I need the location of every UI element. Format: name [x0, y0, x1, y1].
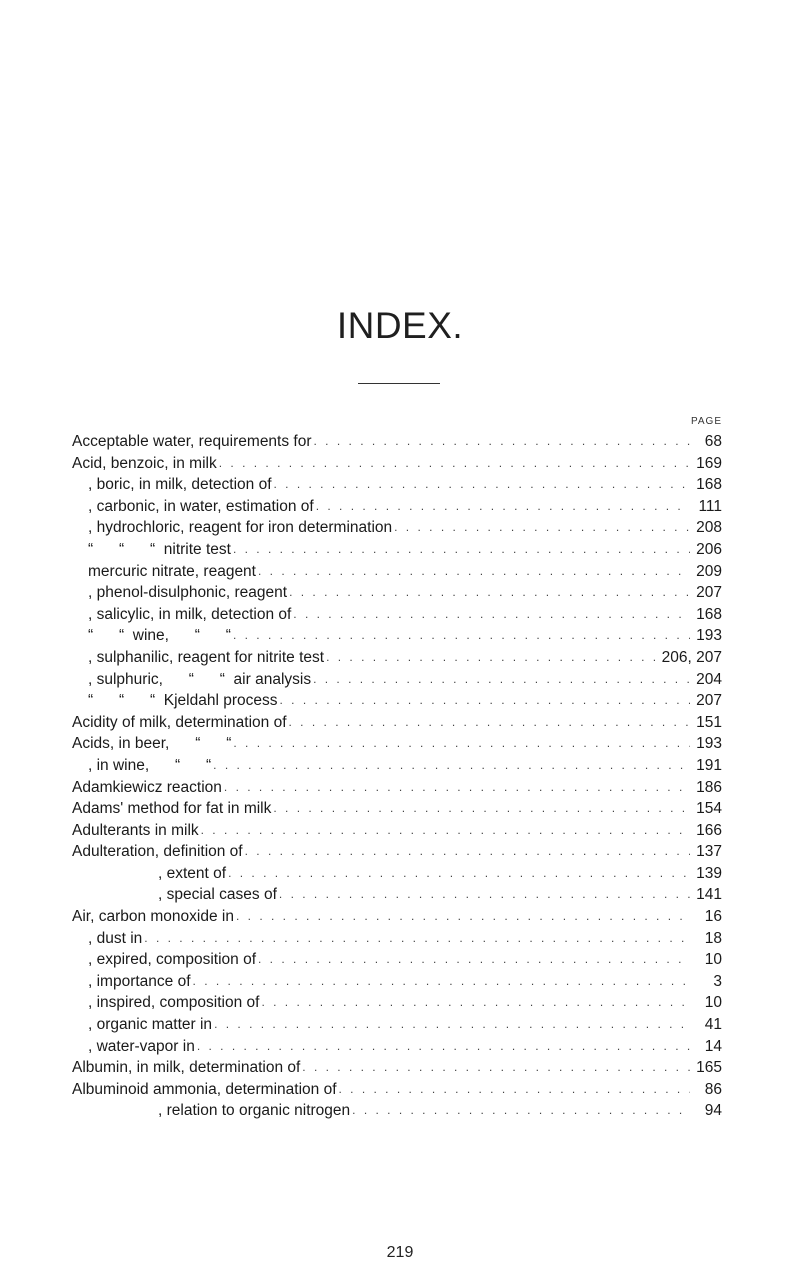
- page-number: 219: [386, 1244, 414, 1261]
- leader-dots: [274, 474, 691, 496]
- entry-page-number: 10: [704, 994, 722, 1012]
- entry-page-number: 165: [696, 1059, 722, 1077]
- entry-term: , relation to organic nitrogen: [158, 1100, 352, 1122]
- entry-page-number: 186: [696, 778, 722, 796]
- entry-term: Adulteration, definition of: [72, 841, 245, 863]
- index-entry: [72, 1057, 722, 1079]
- leader-dots: [314, 431, 690, 453]
- entry-term: , carbonic, in water, estimation of: [88, 496, 316, 518]
- index-entries: [0, 431, 800, 1122]
- index-entry: [72, 431, 722, 453]
- leader-dots: [233, 733, 690, 755]
- leader-dots: [352, 1100, 690, 1122]
- index-entry: [72, 712, 722, 734]
- entry-page-number: 208: [696, 519, 722, 537]
- leader-dots: [289, 582, 690, 604]
- leader-dots: [213, 755, 690, 777]
- leader-dots: [326, 647, 658, 669]
- index-entry: [88, 690, 722, 712]
- entry-term: , expired, composition of: [88, 949, 258, 971]
- leader-dots: [339, 1079, 691, 1101]
- leader-dots: [313, 669, 690, 691]
- entry-page-number: 3: [713, 972, 722, 990]
- entry-term: “ “ “ nitrite test: [88, 539, 233, 561]
- index-entry: [72, 733, 722, 755]
- index-entry: [88, 647, 722, 669]
- index-entry: [88, 539, 722, 561]
- entry-page-number: 10: [704, 951, 722, 969]
- leader-dots: [302, 1057, 690, 1079]
- entry-term: mercuric nitrate, reagent: [88, 561, 258, 583]
- leader-dots: [219, 453, 690, 475]
- entry-page-number: 14: [704, 1037, 722, 1055]
- leader-dots: [245, 841, 690, 863]
- leader-dots: [316, 496, 690, 518]
- entry-page-number: 209: [696, 562, 722, 580]
- index-entry: [72, 820, 722, 842]
- index-entry: [88, 582, 722, 604]
- page-title: INDEX.: [336, 305, 464, 346]
- index-entry: [158, 863, 722, 885]
- leader-dots: [144, 928, 690, 950]
- leader-dots: [197, 1036, 690, 1058]
- leader-dots: [261, 992, 690, 1014]
- entry-term: Albuminoid ammonia, determination of: [72, 1079, 339, 1101]
- title-rule: [358, 383, 440, 384]
- leader-dots: [193, 971, 690, 993]
- entry-page-number: 207: [696, 584, 722, 602]
- entry-term: , hydrochloric, reagent for iron determination: [88, 517, 394, 539]
- entry-page-number: 206: [696, 540, 722, 558]
- entry-term: “ “ “ Kjeldahl process: [88, 690, 280, 712]
- entry-term: , water-vapor in: [88, 1036, 197, 1058]
- entry-page-number: 168: [696, 605, 722, 623]
- index-entry: [88, 496, 722, 518]
- entry-page-number: 41: [704, 1016, 722, 1034]
- index-entry: [72, 1079, 722, 1101]
- entry-term: , extent of: [158, 863, 228, 885]
- index-entry: [88, 1036, 722, 1058]
- entry-term: , dust in: [88, 928, 144, 950]
- leader-dots: [280, 690, 690, 712]
- entry-page-number: 137: [696, 843, 722, 861]
- entry-page-number: 193: [696, 627, 722, 645]
- leader-dots: [289, 712, 690, 734]
- entry-page-number: 168: [696, 476, 722, 494]
- index-entry: [158, 884, 722, 906]
- entry-term: , sulphuric, “ “ air analysis: [88, 669, 313, 691]
- leader-dots: [233, 625, 690, 647]
- index-entry: [88, 992, 722, 1014]
- entry-page-number: 141: [696, 886, 722, 904]
- entry-page-number: 154: [696, 800, 722, 818]
- entry-term: Adamkiewicz reaction: [72, 777, 224, 799]
- leader-dots: [236, 906, 690, 928]
- leader-dots: [279, 884, 690, 906]
- entry-term: Air, carbon monoxide in: [72, 906, 236, 928]
- entry-term: , sulphanilic, reagent for nitrite test: [88, 647, 326, 669]
- entry-term: , phenol-disulphonic, reagent: [88, 582, 289, 604]
- entry-page-number: 191: [696, 756, 722, 774]
- entry-page-number: 169: [696, 454, 722, 472]
- index-entry: [88, 1014, 722, 1036]
- entry-page-number: 86: [704, 1080, 722, 1098]
- index-entry: [88, 604, 722, 626]
- index-entry: [158, 1100, 722, 1122]
- entry-page-number: 166: [696, 821, 722, 839]
- entry-term: Acids, in beer, “ “: [72, 733, 233, 755]
- index-entry: [72, 798, 722, 820]
- index-entry: [88, 949, 722, 971]
- entry-term: , in wine, “ “: [88, 755, 213, 777]
- entry-term: , organic matter in: [88, 1014, 214, 1036]
- entry-page-number: 139: [696, 864, 722, 882]
- index-entry: [88, 625, 722, 647]
- entry-page-number: 18: [704, 929, 722, 947]
- leader-dots: [214, 1014, 690, 1036]
- leader-dots: [293, 604, 690, 626]
- leader-dots: [228, 863, 690, 885]
- leader-dots: [258, 949, 690, 971]
- leader-dots: [273, 798, 690, 820]
- entry-page-number: 207: [696, 692, 722, 710]
- entry-term: Adams' method for fat in milk: [72, 798, 273, 820]
- index-entry: [88, 928, 722, 950]
- entry-term: Albumin, in milk, determination of: [72, 1057, 302, 1079]
- leader-dots: [394, 517, 690, 539]
- entry-page-number: 94: [704, 1102, 722, 1120]
- entry-term: Acidity of milk, determination of: [72, 712, 289, 734]
- index-entry: [88, 561, 722, 583]
- entry-term: , importance of: [88, 971, 193, 993]
- entry-term: “ “ wine, “ “: [88, 625, 233, 647]
- leader-dots: [233, 539, 690, 561]
- entry-page-number: 204: [696, 670, 722, 688]
- entry-page-number: 151: [696, 713, 722, 731]
- entry-page-number: 68: [704, 433, 722, 450]
- entry-page-number: 193: [696, 735, 722, 753]
- entry-term: , salicylic, in milk, detection of: [88, 604, 293, 626]
- entry-page-number: 206, 207: [661, 648, 722, 666]
- index-entry: [72, 906, 722, 928]
- index-entry: [72, 453, 722, 475]
- entry-term: Acceptable water, requirements for: [72, 431, 314, 453]
- index-entry: [88, 755, 722, 777]
- leader-dots: [224, 777, 690, 799]
- index-entry: [88, 971, 722, 993]
- entry-page-number: 111: [698, 497, 722, 515]
- index-entry: [88, 517, 722, 539]
- entry-term: Adulterants in milk: [72, 820, 201, 842]
- entry-term: , inspired, composition of: [88, 992, 261, 1014]
- entry-term: , special cases of: [158, 884, 279, 906]
- page-column-header: PAGE: [690, 416, 722, 427]
- entry-page-number: 16: [704, 908, 722, 926]
- index-entry: [72, 841, 722, 863]
- entry-term: Acid, benzoic, in milk: [72, 453, 219, 475]
- leader-dots: [201, 820, 690, 842]
- index-entry: [88, 669, 722, 691]
- index-entry: [88, 474, 722, 496]
- entry-term: , boric, in milk, detection of: [88, 474, 274, 496]
- index-entry: [72, 777, 722, 799]
- leader-dots: [258, 561, 690, 583]
